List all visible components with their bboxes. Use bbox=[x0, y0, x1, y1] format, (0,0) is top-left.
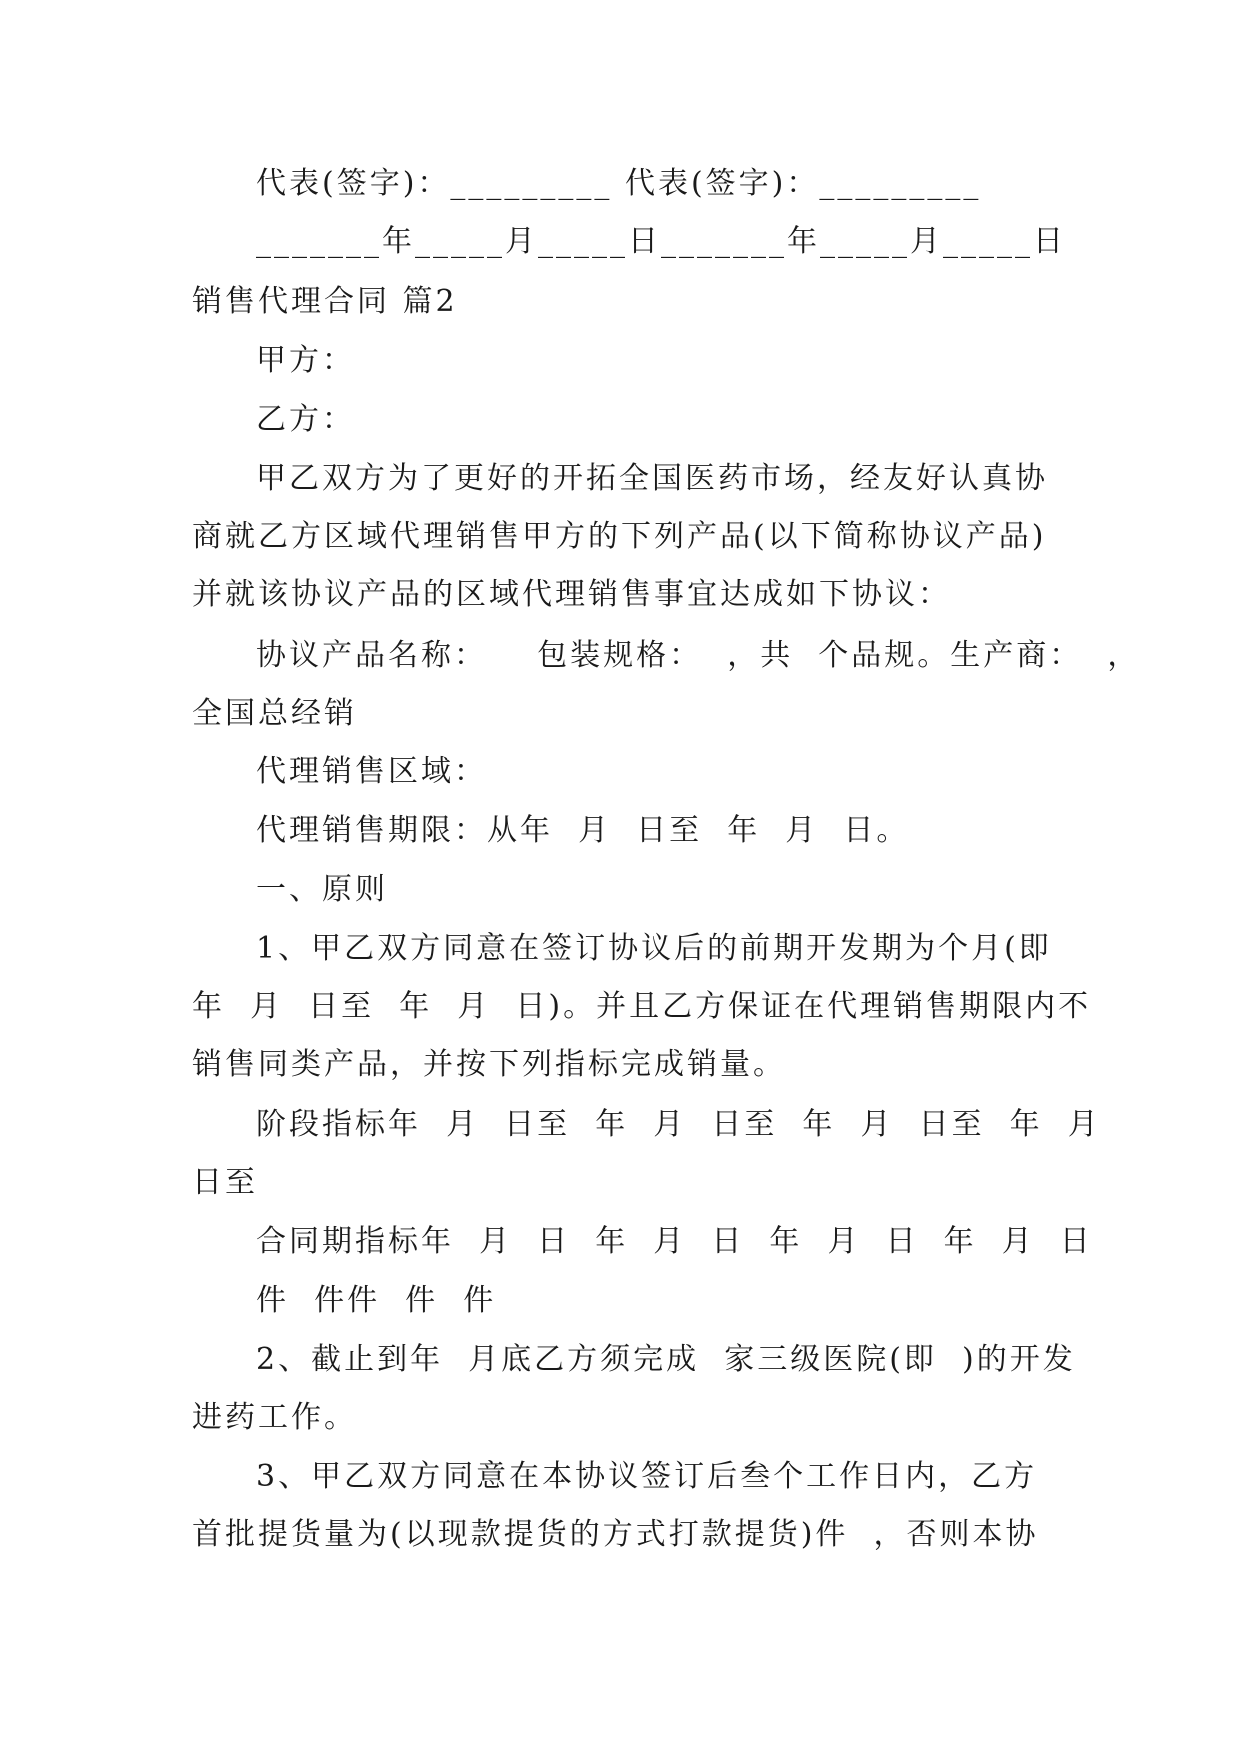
contract-targets-line: 合同期指标年 月 日 年 月 日 年 月 日 年 月 日 bbox=[256, 1224, 1093, 1259]
units-line: 件 件件 件 件 bbox=[256, 1283, 497, 1318]
intro-line-3: 并就该协议产品的区域代理销售事宜达成如下协议： bbox=[192, 577, 951, 612]
item1-line-1: 1、甲乙双方同意在签订协议后的前期开发期为个月(即 bbox=[256, 931, 1052, 966]
party-a-label: 甲方： bbox=[256, 343, 355, 378]
period-line: 代理销售期限：从年 月 日至 年 月 日。 bbox=[256, 813, 910, 848]
item1-line-3: 销售同类产品，并按下列指标完成销量。 bbox=[192, 1047, 786, 1082]
signature-line: 代表(签字)：_________ 代表(签字)：_________ bbox=[256, 166, 982, 201]
item3-line-2: 首批提货量为(以现款提货的方式打款提货)件 ，否则本协 bbox=[192, 1517, 1039, 1552]
section-one-heading: 一、原则 bbox=[256, 872, 388, 907]
date-line: _______年_____月_____日_______年_____月_____日 bbox=[256, 224, 1066, 259]
item2-line-1: 2、截止到年 月底乙方须完成 家三级医院(即 )的开发 bbox=[256, 1342, 1076, 1377]
region-line: 代理销售区域： bbox=[256, 754, 487, 789]
intro-line-1: 甲乙双方为了更好的开拓全国医药市场，经友好认真协 bbox=[256, 461, 1048, 496]
item1-line-2: 年 月 日至 年 月 日)。并且乙方保证在代理销售期限内不 bbox=[192, 989, 1092, 1024]
stage-targets-line-1: 阶段指标年 月 日至 年 月 日至 年 月 日至 年 月 bbox=[256, 1107, 1101, 1142]
party-b-label: 乙方： bbox=[256, 402, 355, 437]
item2-line-2: 进药工作。 bbox=[192, 1400, 357, 1435]
stage-targets-line-2: 日至 bbox=[192, 1165, 258, 1200]
intro-line-2: 商就乙方区域代理销售甲方的下列产品(以下简称协议产品) bbox=[192, 519, 1047, 554]
item3-line-1: 3、甲乙双方同意在本协议签订后叁个工作日内，乙方 bbox=[256, 1459, 1038, 1494]
section-title: 销售代理合同 篇2 bbox=[192, 284, 458, 319]
product-line-1: 协议产品名称： 包装规格： ，共 个品规。生产商： ， bbox=[256, 638, 1141, 673]
product-line-2: 全国总经销 bbox=[192, 696, 357, 731]
